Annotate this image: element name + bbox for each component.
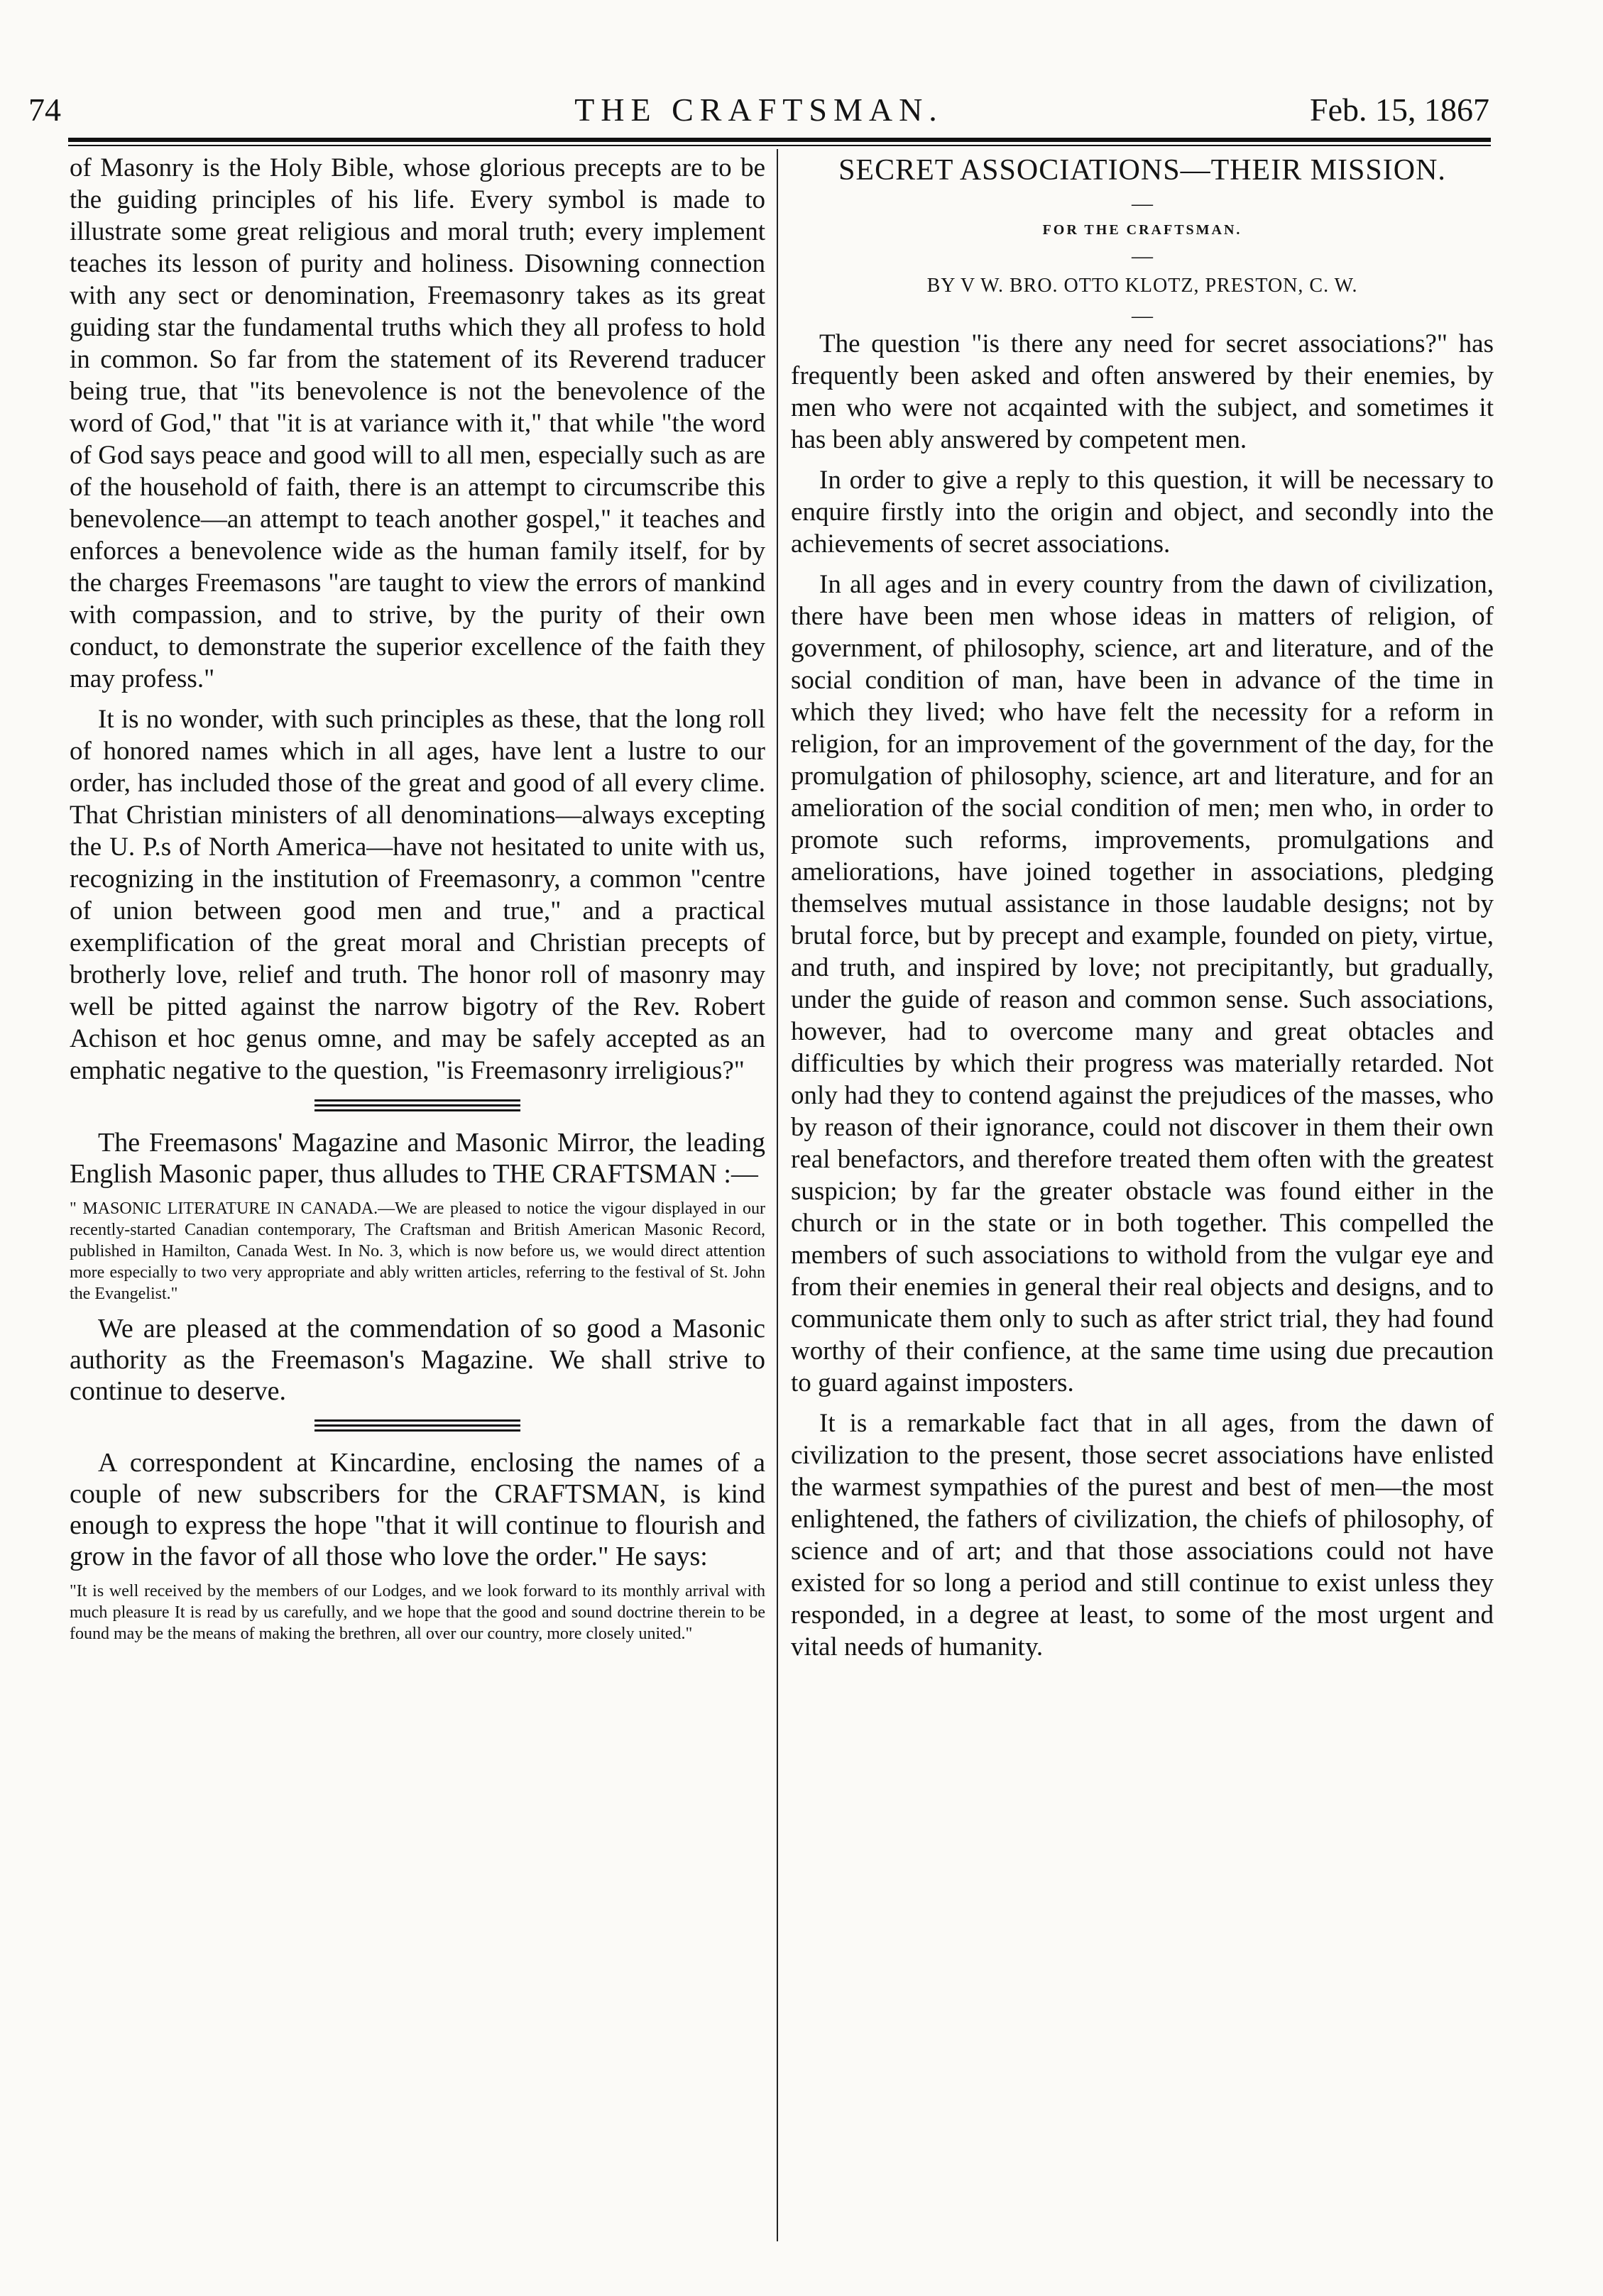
left-paragraph-1: of Masonry is the Holy Bible, whose glorious precepts are to be the guiding principles of his life. Every symbol is made to illustrate some great religious and moral truth; every implement teaches its lesson of purity and holiness. Disowning connection with any sect or denomination, Freemasonry takes as its great guiding star the fundamental truths which they all profess to hold in common. So far from the statement of its Reverend traducer being true, that "its benevolence is not the benevolence of the word of God," that "it is at variance with it," that while "the word of God says peace and good will to all men, especially such as are of the household of faith, there is an attempt to circumscribe this benevolence—an attempt to teach another gospel," it teaches and enforces a benevolence wide as the human family itself, for by the charges Freemasons "are taught to view the errors of mankind with compassion, and to strive, by the purity of their own conduct, to demonstrate the superior excellence of the faith they may profess." bbox=[70, 153, 765, 693]
title-dash: — bbox=[1132, 192, 1153, 215]
body-dash: — bbox=[1132, 304, 1153, 327]
right-column bbox=[791, 152, 1494, 1671]
article-title: SECRET ASSOCIATIONS—THEIR MISSION. bbox=[838, 154, 1446, 187]
article-byline: BY V W. BRO. OTTO KLOTZ, PRESTON, C. W. bbox=[926, 275, 1358, 297]
page-header bbox=[28, 85, 1489, 135]
byline-dash: — bbox=[1132, 244, 1153, 268]
column-divider bbox=[777, 149, 778, 2241]
header-rule-thick bbox=[68, 138, 1491, 142]
correspondent-paragraph: A correspondent at Kincardine, enclosing the names of a couple of new subscribers for the CRAFTSMAN, is kind enough to express the hope "that it will continue to flourish and grow in the favor of all those who love the order." He says: bbox=[70, 1448, 765, 1571]
section-separator bbox=[314, 1419, 520, 1432]
page-number: 74 bbox=[28, 92, 61, 128]
for-line: FOR THE CRAFTSMAN. bbox=[1042, 222, 1242, 238]
article-paragraph-3: In all ages and in every country from the dawn of civilization, there have been men whose ideas in matters of religion, of government, of philosophy, science, art and literature, and of the social condition of man, have been in advance of the time in which they lived; who have felt the necessity for a reform in religion, for an improvement of the government of the day, for the promulgation of philosophy, science, art and literature, and for an amelioration of the social condition of men; men who, in order to promote such reforms, improvements, promulgations and ameliorations, have joined together in associations, pledging themselves mutual assistance in those laudable designs; not by brutal force, but by precept and example, founded on piety, virtue, and truth, and inspired by love; not precipitantly, but gradually, under the guide of reason and common sense. Such associations, however, had to overcome many and great obtacles and difficulties by which their progress was materially retarded. Not only had they to contend against the prejudices of the masses, who by reason of their ignorance, could not discover in them their own real benefactors, and therefore treated them often with the greatest suspicion; by far the greater obstacle was found either in the church or in the state or in both together. This compelled the members of such associations to withold from the vulgar eye and from their enemies in general their real objects and designs, and to communicate them only to such as after strict trial, they had found worthy of their confience, at the same time using due precaution to guard against imposters. bbox=[791, 570, 1494, 1397]
commendation-paragraph: We are pleased at the commendation of so good a Masonic authority as the Freemason's Magazine. We shall strive to continue to deserve. bbox=[70, 1314, 765, 1406]
section-separator bbox=[314, 1099, 520, 1111]
magazine-notice: The Freemasons' Magazine and Masonic Mirror, the leading English Masonic paper, thus alludes to THE CRAFTSMAN :— bbox=[70, 1128, 765, 1189]
left-paragraph-2: It is no wonder, with such principles as these, that the long roll of honored names which in all ages, have lent a lustre to our order, has included those of the great and good of all every clime. That Christian ministers of all denominations—always excepting the U. P.s of North America—have not hesitated to unite with us, recognizing in the institution of Freemasonry, a common "centre of union between good men and true," and a practical exemplification of the great moral and Christian precepts of brotherly love, relief and truth. The honor roll of masonry may well be pitted against the narrow bigotry of the Rev. Robert Achison et hoc genus omne, and may be safely accepted as an emphatic negative to the question, "is Freemasonry irreligious?" bbox=[70, 705, 765, 1085]
issue-date: Feb. 15, 1867 bbox=[1310, 92, 1489, 128]
left-column bbox=[70, 152, 765, 1653]
article-paragraph-1: The question "is there any need for secret associations?" has frequently been asked and often answered by their enemies, by men who were not acqainted with the subject, and sometimes it has been ably answered by competent men. bbox=[791, 329, 1494, 454]
header-rule-thin bbox=[68, 145, 1491, 146]
article-paragraph-2: In order to give a reply to this question, it will be necessary to enquire firstly into the origin and object, and secondly into the achievements of secret associations. bbox=[791, 466, 1494, 559]
article-paragraph-4: It is a remarkable fact that in all ages, from the dawn of civilization to the present, those secret associations have enlisted the warmest sympathies of the purest and best of men—the most enlightened, the fathers of civilization, the chiefs of philosophy, of science and of art; and that those associations could not have existed for so long a period and still continue to exist unless they responded, in a degree at least, to some of the most urgent and vital needs of humanity. bbox=[791, 1409, 1494, 1661]
magazine-quote: " MASONIC LITERATURE IN CANADA.—We are pleased to notice the vigour displayed in our recently-started Canadian contemporary, The Craftsman and British American Masonic Record, published in Hamilton, Canada West. In No. 3, which is now before us, we would direct attention more especially to two very appropriate and ably written articles, referring to the festival of St. John the Evangelist." bbox=[70, 1199, 765, 1303]
publication-title: THE CRAFTSMAN. bbox=[574, 92, 943, 128]
correspondent-quote: "It is well received by the members of our Lodges, and we look forward to its monthly arrival with much pleasure It is read by us carefully, and we hope that the good and sound doctrine therein to be found may be the means of making the brethren, all over our country, more closely united." bbox=[70, 1582, 765, 1643]
